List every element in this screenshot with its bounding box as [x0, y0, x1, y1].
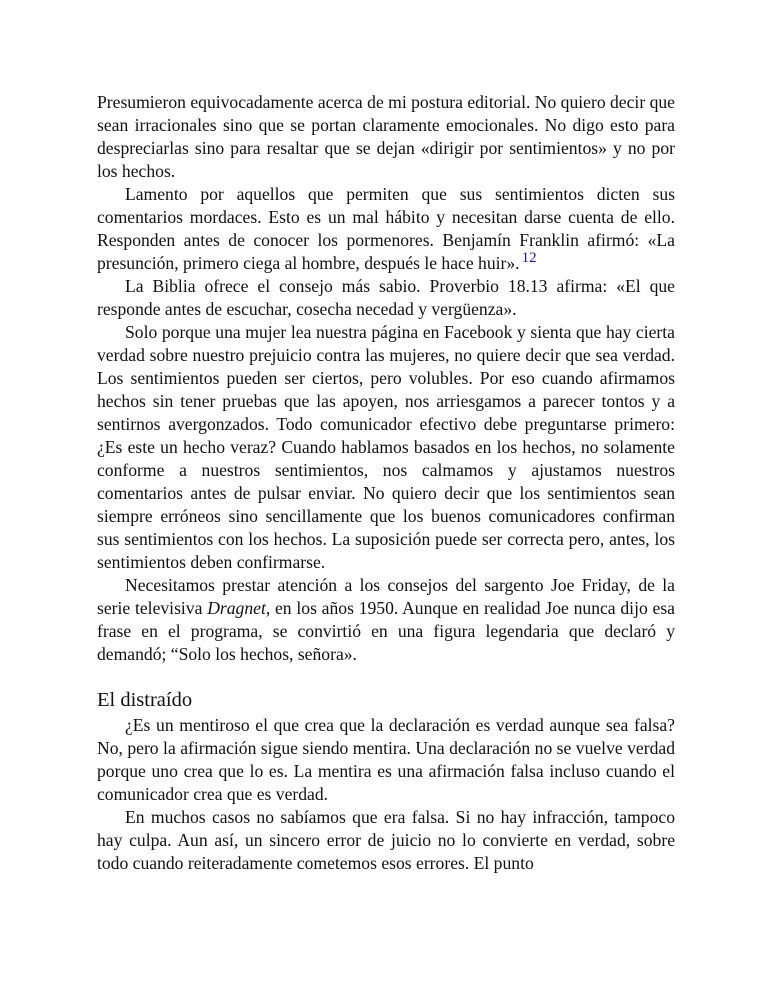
- paragraph-2: [97, 183, 675, 275]
- paragraph-5-text-b: , en los años 1950. Aunque en realidad Joe nunca dijo esa frase en el programa, se convirtió en una figura legendaria que declaró y demandó; “Solo los hechos, señora».: [97, 598, 675, 664]
- paragraph-2-text: Lamento por aquellos que permiten que sus sentimientos dicten sus comentarios mordaces. Esto es un mal hábito y necesitan darse cuenta de ello. Responden antes de conocer los pormenores. Benjamín Franklin afirmó: «La presunción, primero ciega al hombre, después le hace huir».: [97, 184, 675, 273]
- show-title: Dragnet: [207, 598, 266, 618]
- paragraph-4: Solo porque una mujer lea nuestra página en Facebook y sienta que hay cierta verdad sobre nuestro prejuicio contra las mujeres, no quiere decir que sea verdad. Los sentimientos pueden ser ciertos, pero volubles. Por eso cuando afirmamos hechos sin tener pruebas que las apoyen, nos arriesgamos a parecer tontos y a sentirnos avergonzados. Todo comunicador efectivo debe preguntarse primero: ¿Es este un hecho veraz? Cuando hablamos basados en los hechos, no solamente conforme a nuestros sentimientos, nos calmamos y ajustamos nuestros comentarios antes de pulsar enviar. No quiero decir que los sentimientos sean siempre erróneos sino sencillamente que los buenos comunicadores confirman sus sentimientos con los hechos. La suposición puede ser correcta pero, antes, los sentimientos deben confirmarse.: [97, 322, 675, 572]
- footnote-marker[interactable]: 12: [521, 250, 537, 266]
- paragraph-1: Presumieron equivocadamente acerca de mi postura editorial. No quiero decir que sean irracionales sino que se portan claramente emocionales. No digo esto para despreciarlas sino para resaltar que se dejan «dirigir por sentimientos» y no por los hechos.: [97, 92, 675, 181]
- paragraph-5: [97, 574, 675, 666]
- paragraph-6: ¿Es un mentiroso el que crea que la declaración es verdad aunque sea falsa? No, pero la afirmación sigue siendo mentira. Una declaración no se vuelve verdad porque uno crea que lo es. La mentira es una afirmación falsa incluso cuando el comunicador crea que es verdad.: [97, 715, 675, 804]
- section-heading: El distraído: [97, 689, 193, 711]
- book-page: [97, 91, 675, 875]
- paragraph-7: En muchos casos no sabíamos que era falsa. Si no hay infracción, tampoco hay culpa. Aun así, un sincero error de juicio no lo convierte en verdad, sobre todo cuando reiteradamente cometemos esos errores. El punto: [97, 807, 675, 873]
- paragraph-5-text-a: Necesitamos prestar atención a los consejos del sargento Joe Friday, de la serie televisiva: [97, 575, 675, 618]
- paragraph-3: La Biblia ofrece el consejo más sabio. Proverbio 18.13 afirma: «El que responde antes de escuchar, cosecha necedad y vergüenza».: [97, 276, 675, 319]
